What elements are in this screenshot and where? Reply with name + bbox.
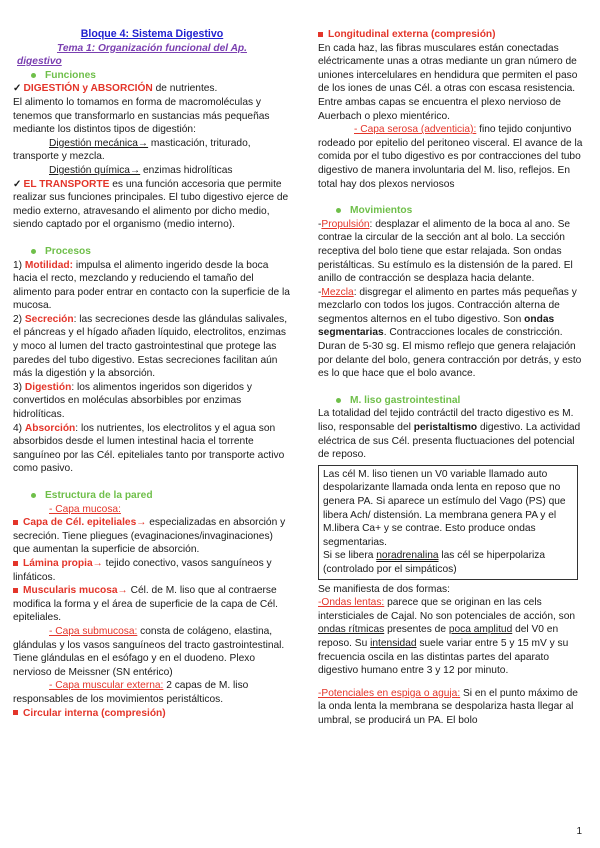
digestion-mecanica: Digestión mecánica→ masticación, triturado, transporte y mezcla. [13,137,251,163]
mliso-note-box [318,465,578,580]
topic-subtitle-cont: digestivo [17,56,62,68]
longitudinal-paragraph: En cada haz, las fibras musculares están conectadas eléctricamente unas a otras mediante un gran número de uniones intercelulares en hendidura que permiten el paso de los iones de unas Cél. a otras con escasa resistencia. Entre ambas capas se encuentra el plexo nervioso de Auerbach o plexo mientérico. [318,42,578,122]
bullet-icon [31,493,36,498]
box-text: Las cél M. liso tienen un V0 variable llamado auto despolarizante llamada onda lenta en reposo que no genera PA. Si aparece un estímulo del Vago (PS) que libera Ach/ distensión. La membrana genera PA y el M.libera Ca+ y se contrae. Esto produce ondas segmentarias. [323,468,566,548]
bullet-icon [31,249,36,254]
square-bullet-icon [13,588,18,593]
box-text-noradrenalina: Si se libera noradrenalina las cél se hiperpolariza (controlado por el simpáticos) [323,550,546,575]
ondas-lentas-paragraph: -Ondas lentas: parece que se originan en las cels intersticiales de Cajal. No son potenciales de acción, son ondas rítmicas presentes de poca amplitud del V0 en reposo. Su intensidad suele variar entre 5 y 15 mV y su frecuencia oscila en las distintas partes del aparato digestivo humano entre 3 y 12 por minuto. [318,597,576,677]
capa-mucosa-heading: - Capa mucosa: [49,503,121,515]
proceso-item: 3) Digestión: los alimentos ingeridos son digeridos y convertidos en moléculas absorbibles por enzimas hidrolíticas. [13,381,252,421]
mezcla-paragraph: -Mezcla: disgregar el alimento en partes más pequeñas y mezclarlo con todos los jugos. Contracción alterna de segmentos alternos en el tubo digestivo. Son ondas segmentarias. Contracciones locales de constricción. Duran de 5-30 sg. El mismo reflejo que genera relajación por delante del bolo, genera contracción por detrás, y esto es lo que hace que el bolo avance. [318,286,582,380]
propulsion-paragraph: -Propulsión: desplazar el alimento de la boca al ano. Se contrae la circular de la sección ant al bolo. La sección receptiva del bolo tiene que estar relajada. Son ondas peristálticas. Su estímulo es la distensión de la pared. El anillo de contracción se desplaza hacia delante. [318,218,573,285]
digestion-quimica: Digestión química→ enzimas hidrolíticas [49,164,233,176]
left-column [13,28,291,720]
square-bullet-icon [318,32,323,37]
section-mliso: M. liso gastrointestinal [336,394,588,408]
section-movimientos: Movimientos [336,204,588,218]
square-bullet-icon [13,710,18,715]
section-estructura: Estructura de la pared [31,489,291,503]
capa-muscular-externa: - Capa muscular externa: 2 capas de M. liso responsables de los movimientos peristálticos. [13,680,249,705]
page-number: 1 [576,826,582,838]
checkmark-icon: ✓ [13,83,22,95]
proceso-item: 4) Absorción: los nutrientes, los electrolitos y el agua son absorbidos desde el lumen intestinal hacia el torrente sanguíneo por las Cél. epiteliales tanto por transporte activo como pasivo. [13,422,285,475]
square-bullet-icon [13,561,18,566]
mliso-paragraph: La totalidad del tejido contráctil del tracto digestivo es M. liso, responsable del peristaltismo digestivo. La actividad eléctrica de sus Cél. presenta fluctuaciones del potencial de reposo. [318,408,581,461]
capa-epiteliales: Capa de Cél. epiteliales→ especializadas en absorción y secreción. Tiene pliegues (evaginaciones/invaginaciones) que aumentan la superficie de absorción. [13,517,286,556]
right-column [318,28,588,728]
checkmark-icon: ✓ [13,178,22,190]
lamina-propia: Lámina propia→ tejido conectivo, vasos sanguíneos y linfáticos. [13,557,272,583]
proceso-item: 1) Motilidad: impulsa el alimento ingerido desde la boca hacia el recto, mezclando y reduciendo el tamaño del alimento para poder entrar en contacto con la superficie de la mucosa. [13,259,290,312]
formas-line: Se manifiesta de dos formas: [318,583,450,595]
funciones-paragraph: El alimento lo tomamos en forma de macromoléculas y tenemos que transformarlo en sustancias más pequeñas mediante los distintos tipos de digestión: [13,96,270,136]
section-procesos: Procesos [31,245,291,259]
capa-submucosa: - Capa submucosa: consta de colágeno, elastina, glándulas y los vasos sanguíneos del tracto gastrointestinal. Tiene glándulas en el esófago y en el duodeno. Plexo nervioso de Meissner (SN entérico) [13,625,285,678]
longitudinal-externa: Longitudinal externa (compresión) [318,28,588,42]
section-funciones: Funciones [31,69,291,83]
potenciales-espiga-paragraph: -Potenciales en espiga o aguja: Si en el punto máximo de la onda lenta la membrana se despolariza hasta llegar al umbral, se producirá un PA. El bolo [318,687,578,726]
muscularis-mucosa: Muscularis mucosa→ Cél. de M. liso que al contraerse modifica la forma y el área de superficie de la capa de Cél. epiteliales. [13,585,279,624]
transporte-paragraph: ✓ EL TRANSPORTE es una función accesoria que permite realizar sus funciones principales. El tubo digestivo ejerce de medio externo, atravesando el alimento por dicho medio, siendo captado por el organismo (medio interno). [13,178,289,231]
circular-interna: Circular interna (compresión) [13,707,291,721]
topic-subtitle: Tema 1: Organización funcional del Ap. [56,42,247,54]
digestion-absorcion-line: ✓ DIGESTIÓN y ABSORCIÓN de nutrientes. [13,83,218,95]
bullet-icon [336,398,341,403]
capa-serosa: - Capa serosa (adventicia): fino tejido conjuntivo rodeado por epitelio del peritoneo visceral. El avance de la comida por el tubo digestivo es por contracciones del tubo digestivo de manera involuntaria del M. liso, reflejos. En total hay dos plexos nerviosos [318,124,583,190]
square-bullet-icon [13,520,18,525]
bullet-icon [31,73,36,78]
page-title: Bloque 4: Sistema Digestivo [80,28,224,40]
bullet-icon [336,208,341,213]
proceso-item: 2) Secreción: las secreciones desde las glándulas salivales, el páncreas y el hígado añaden líquido, electrolitos, enzimas y moco al lumen del tracto gastrointestinal que protege las paredes del tubo digestivo. Estas secreciones facilitan aún más la digestión y la absorción. [13,313,288,380]
